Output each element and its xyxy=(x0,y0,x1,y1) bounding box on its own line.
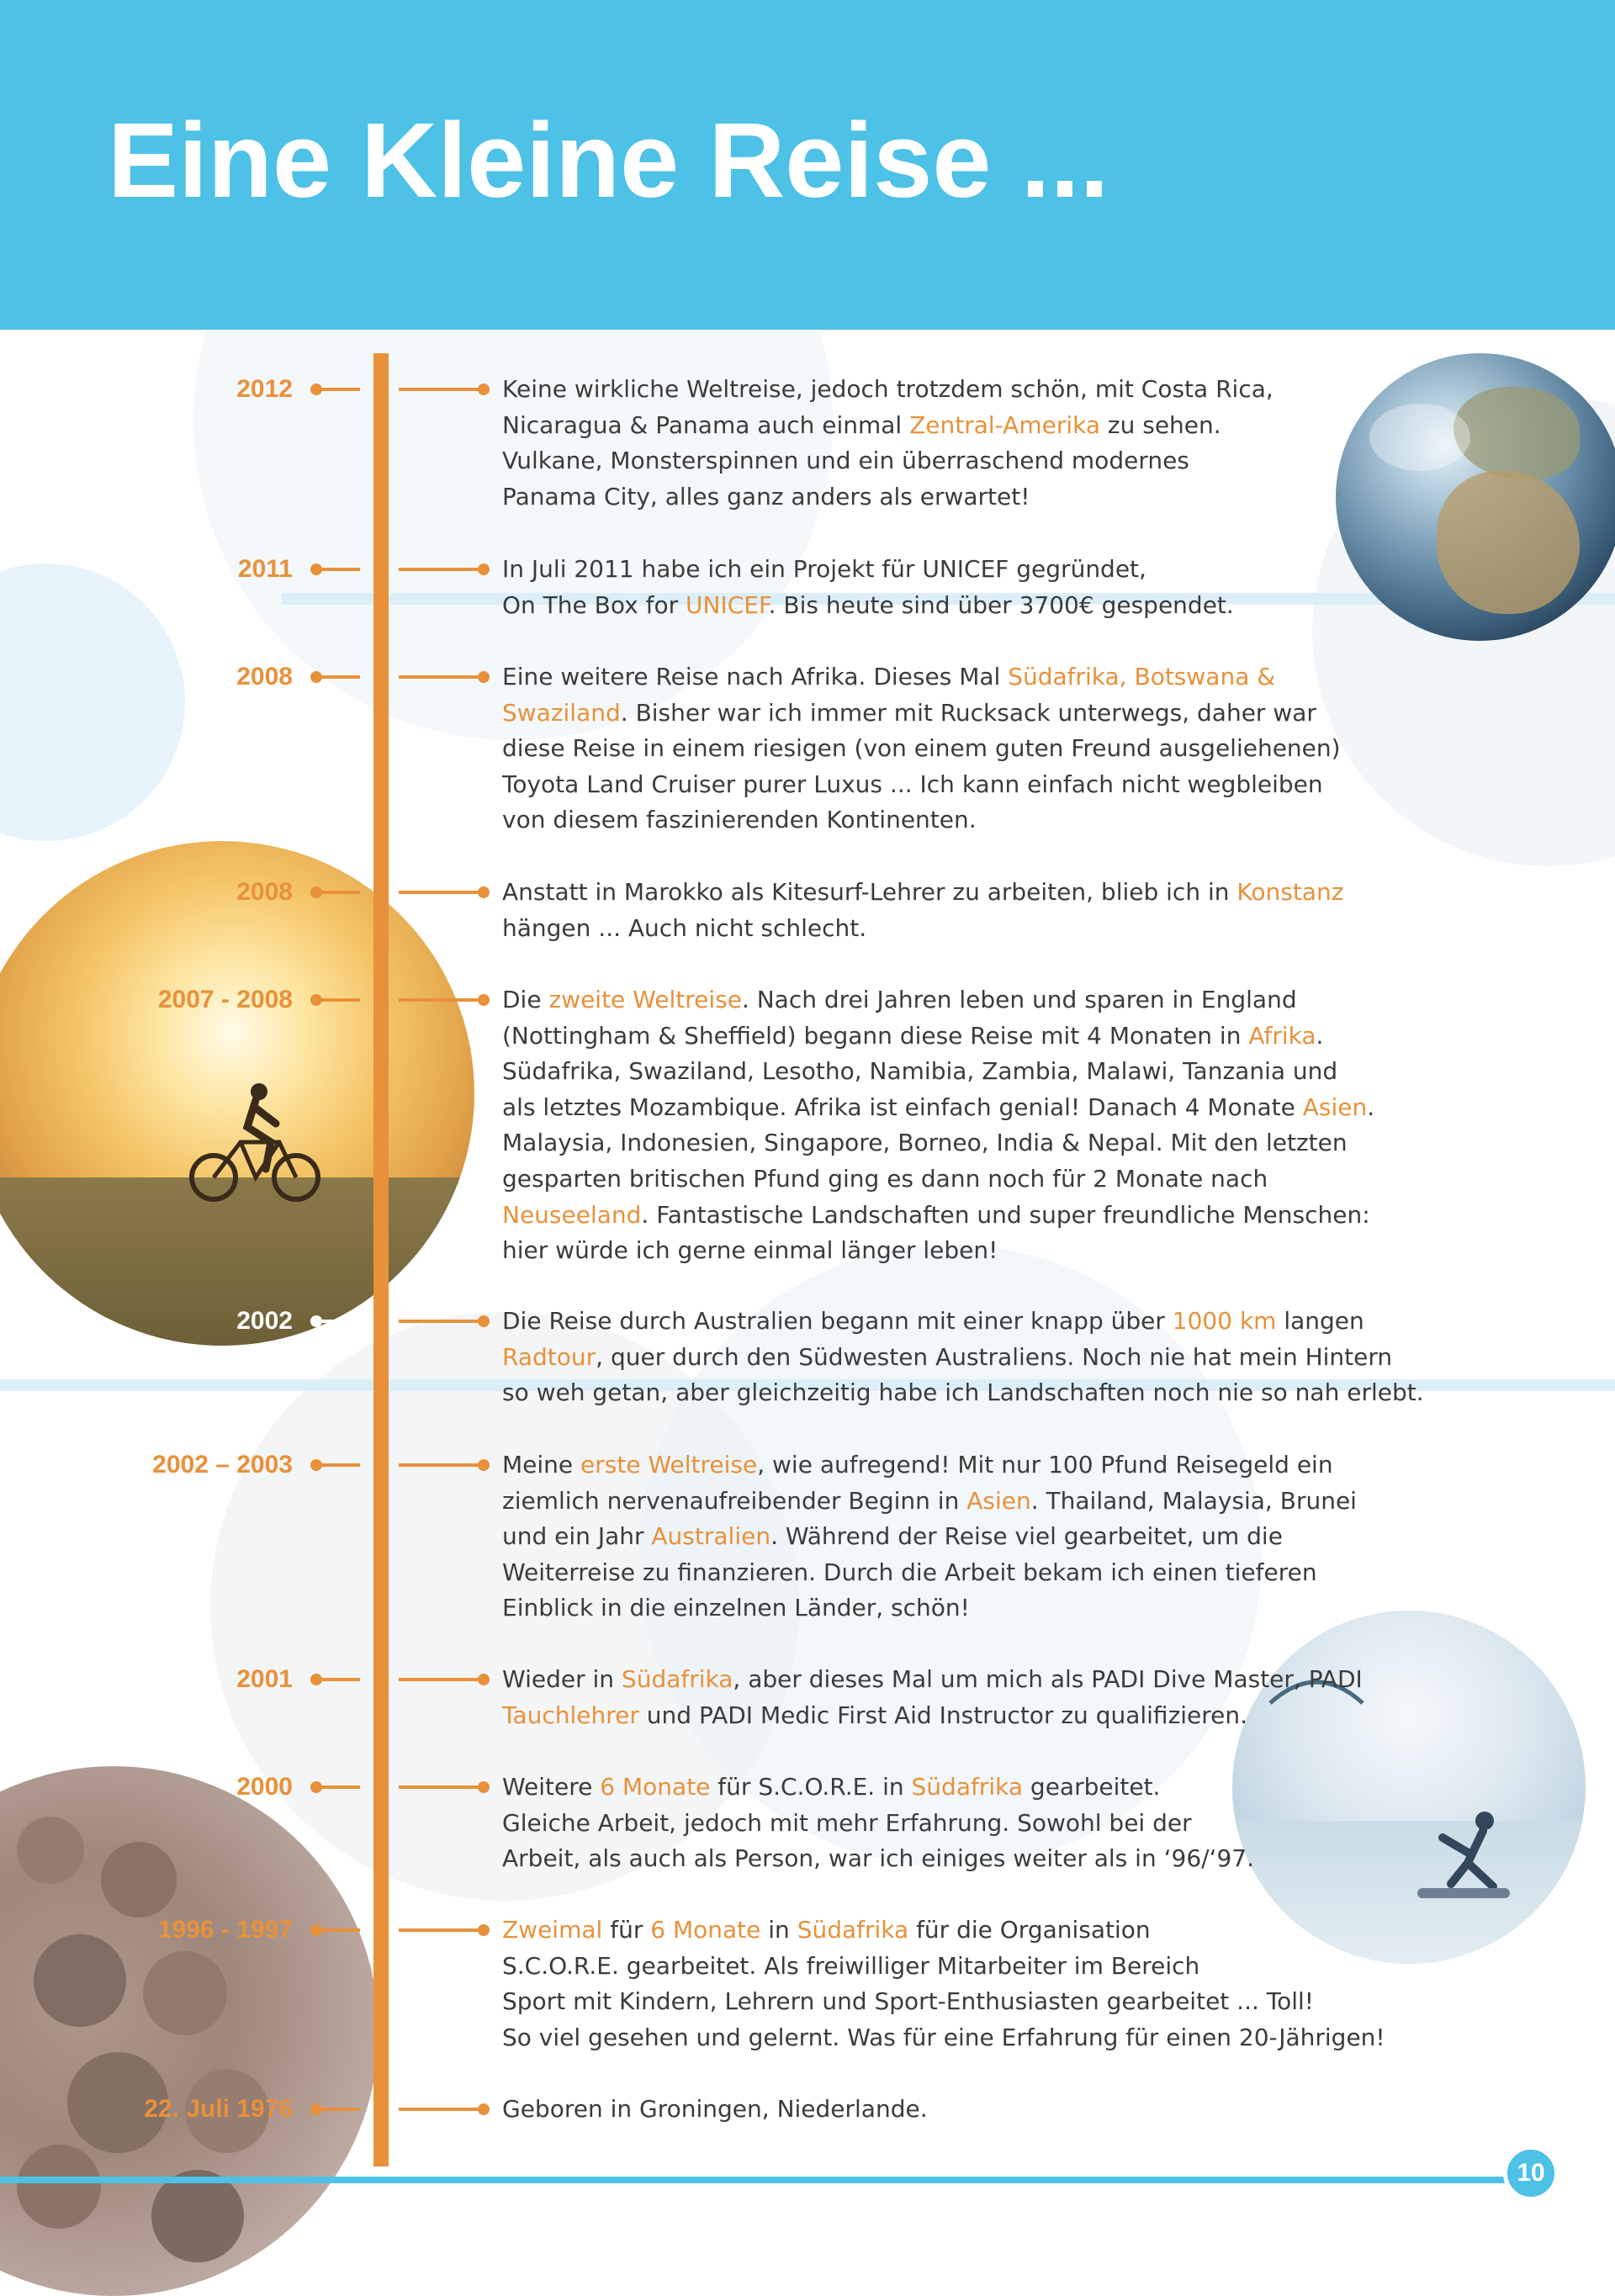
text-segment: On The Box for xyxy=(502,590,686,619)
connector-line xyxy=(399,675,486,679)
connector-dot xyxy=(478,994,490,1006)
highlighted-term: Afrika xyxy=(1248,1021,1316,1050)
text-segment: . xyxy=(1367,1092,1375,1121)
text-segment: , quer durch den Südwesten Australiens. Noch nie hat mein Hintern xyxy=(596,1342,1393,1371)
connector-dot xyxy=(478,671,490,683)
connector-line xyxy=(399,1678,486,1681)
text-segment: Vulkane, Monsterspinnen und ein überraschend modernes xyxy=(502,447,1189,475)
entry-text-line xyxy=(502,552,1453,588)
connector-line xyxy=(316,1320,360,1323)
entry-text-line xyxy=(502,1555,1453,1591)
entry-text-line xyxy=(502,1841,1453,1877)
entry-text xyxy=(502,1447,1453,1627)
entry-year: 2012 xyxy=(236,375,293,403)
entry-text-line xyxy=(502,1806,1453,1842)
entry-text-line xyxy=(502,1304,1453,1340)
entry-text-line xyxy=(502,1912,1453,1949)
text-segment: Eine weitere Reise nach Afrika. Dieses Mal xyxy=(502,663,1009,690)
entry-text-line xyxy=(502,1090,1453,1126)
highlighted-term: Asien xyxy=(966,1486,1031,1515)
connector-line xyxy=(316,675,360,679)
entry-text-line xyxy=(502,1770,1453,1806)
text-segment: hier würde ich gerne einmal länger leben! xyxy=(502,1236,998,1265)
connector-line xyxy=(399,891,486,894)
entry-text-line xyxy=(502,911,1453,947)
highlighted-term: zweite Weltreise xyxy=(548,986,742,1013)
text-segment: Wieder in xyxy=(502,1665,622,1693)
children-group-image xyxy=(0,1766,379,2296)
text-segment: von diesem faszinierenden Kontinenten. xyxy=(502,806,977,834)
entry-text xyxy=(502,372,1453,515)
connector-dot xyxy=(478,563,490,575)
entry-text xyxy=(502,659,1453,839)
text-segment: langen xyxy=(1276,1307,1364,1335)
entry-text-line xyxy=(502,2020,1453,2056)
text-segment: S.C.O.R.E. gearbeitet. Als freiwilliger Mitarbeiter im Bereich xyxy=(502,1951,1200,1980)
highlighted-term: Südafrika xyxy=(911,1773,1024,1801)
text-segment: gesparten britischen Pfund ging es dann noch für 2 Monate nach xyxy=(502,1164,1268,1193)
entry-year: 1996 - 1997 xyxy=(157,1916,293,1944)
text-segment: . Nach drei Jahren leben und sparen in England xyxy=(741,986,1297,1013)
text-segment: Malaysia, Indonesien, Singapore, Borneo, India & Nepal. Mit den letzten xyxy=(502,1129,1348,1157)
entry-text xyxy=(502,1662,1453,1733)
entry-text-line xyxy=(502,1375,1453,1411)
entry-text-line xyxy=(502,1018,1453,1055)
entry-text xyxy=(502,1304,1453,1411)
text-segment: Südafrika, Swaziland, Lesotho, Namibia, Zambia, Malawi, Tanzania und xyxy=(502,1057,1338,1086)
text-segment: für xyxy=(602,1916,651,1944)
cyclist-sunset-image xyxy=(0,841,474,1346)
highlighted-term: Australien xyxy=(651,1522,771,1551)
text-segment: für die Organisation xyxy=(908,1916,1151,1944)
entry-text-line xyxy=(502,1233,1453,1269)
highlighted-term: 6 Monate xyxy=(650,1916,761,1944)
entry-year: 2007 - 2008 xyxy=(157,986,293,1013)
text-segment: . xyxy=(1316,1021,1324,1050)
text-segment: In Juli 2011 habe ich ein Projekt für UNICEF gegründet, xyxy=(502,555,1146,583)
text-segment: in xyxy=(760,1916,797,1944)
text-segment: . Bisher war ich immer mit Rucksack unterwegs, daher war xyxy=(620,698,1316,727)
entry-year: 2000 xyxy=(236,1773,293,1801)
entry-text-line xyxy=(502,1125,1453,1161)
connector-line xyxy=(316,891,360,894)
connector-dot xyxy=(478,1315,490,1327)
text-segment: und PADI Medic First Aid Instructor zu qualifizieren. xyxy=(638,1701,1248,1729)
entry-text-line xyxy=(502,588,1453,624)
text-segment: gearbeitet. xyxy=(1023,1773,1161,1801)
entry-text-line xyxy=(502,1447,1453,1484)
highlighted-term: Südafrika xyxy=(621,1665,733,1693)
text-segment: . Fantastische Landschaften und super freundliche Menschen: xyxy=(641,1200,1370,1229)
entry-text-line xyxy=(502,1054,1453,1090)
entry-text-line xyxy=(502,1698,1453,1734)
text-segment: diese Reise in einem riesigen (von einem guten Freund ausgeliehenen) xyxy=(502,734,1341,763)
entry-text xyxy=(502,1912,1453,2055)
entry-text-line xyxy=(502,1161,1453,1198)
cyclist-silhouette-icon xyxy=(188,1077,323,1203)
text-segment: . Während der Reise viel gearbeitet, um die xyxy=(770,1522,1283,1551)
text-segment: ziemlich nervenaufreibender Beginn in xyxy=(502,1486,967,1515)
entry-text-line xyxy=(502,802,1453,839)
connector-line xyxy=(316,568,360,571)
entry-text xyxy=(502,2092,1453,2128)
text-segment: Gleiche Arbeit, jedoch mit mehr Erfahrung. Sowohl bei der xyxy=(502,1808,1192,1837)
timeline-spine xyxy=(373,353,389,2166)
connector-line xyxy=(316,1928,360,1932)
connector-line xyxy=(316,1785,360,1789)
highlighted-term: Südafrika xyxy=(797,1916,909,1944)
text-segment: . Thailand, Malaysia, Brunei xyxy=(1030,1486,1357,1515)
highlighted-term: Zweimal xyxy=(502,1916,603,1944)
highlighted-term: UNICEF xyxy=(686,590,769,619)
text-segment: als letztes Mozambique. Afrika ist einfach genial! Danach 4 Monate xyxy=(502,1092,1303,1121)
entry-text-line xyxy=(502,1949,1453,1985)
entry-year: 2001 xyxy=(236,1665,293,1693)
entry-text-line xyxy=(502,731,1453,767)
entry-year: 2002 – 2003 xyxy=(152,1451,293,1479)
highlighted-term: erste Weltreise xyxy=(580,1451,758,1479)
text-segment: Geboren in Groningen, Niederlande. xyxy=(502,2095,928,2123)
connector-line xyxy=(399,1463,486,1467)
text-segment: Arbeit, als auch als Person, war ich einiges weiter als in ‘96/‘97. xyxy=(502,1844,1254,1873)
highlighted-term: Zentral-Amerika xyxy=(909,410,1100,439)
entry-text-line xyxy=(502,479,1453,516)
footer-line xyxy=(0,2177,1514,2183)
entry-text-line xyxy=(502,659,1453,696)
highlighted-term: Konstanz xyxy=(1236,878,1344,906)
page-title: Eine Kleine Reise ... xyxy=(108,101,1109,220)
entry-text-line xyxy=(502,443,1453,479)
text-segment: Weiterreise zu finanzieren. Durch die Arbeit bekam ich einen tieferen xyxy=(502,1558,1317,1586)
entry-text-line xyxy=(502,875,1453,911)
text-segment: Sport mit Kindern, Lehrern und Sport-Enthusiasten gearbeitet ... Toll! xyxy=(502,1987,1315,2016)
entry-text xyxy=(502,875,1453,946)
text-segment: (Nottingham & Sheffield) begann diese Reise mit 4 Monaten in xyxy=(502,1021,1249,1050)
entry-text xyxy=(502,1770,1453,1877)
connector-line xyxy=(316,1463,360,1467)
entry-text-line xyxy=(502,1662,1453,1698)
entry-text-line xyxy=(502,372,1453,408)
text-segment: Meine xyxy=(502,1451,581,1479)
highlighted-term: Asien xyxy=(1302,1092,1368,1121)
text-segment: Nicaragua & Panama auch einmal xyxy=(502,410,910,439)
text-segment: zu sehen. xyxy=(1100,410,1221,439)
highlighted-term: Südafrika, Botswana & xyxy=(1008,663,1276,690)
connector-line xyxy=(399,1785,486,1789)
connector-line xyxy=(316,388,360,391)
text-segment: Die Reise durch Australien begann mit einer knapp über xyxy=(502,1307,1173,1335)
connector-dot xyxy=(478,1674,490,1685)
entry-year: 2008 xyxy=(236,663,293,690)
highlighted-term: Swaziland xyxy=(502,698,621,727)
entry-text xyxy=(502,982,1453,1269)
connector-dot xyxy=(478,1924,490,1936)
connector-dot xyxy=(478,384,490,395)
entry-year: 2008 xyxy=(236,878,293,906)
text-segment: , aber dieses Mal um mich als PADI Dive Master, PADI xyxy=(733,1665,1363,1693)
text-segment: Anstatt in Marokko als Kitesurf-Lehrer zu arbeiten, blieb ich in xyxy=(502,878,1237,906)
entry-text-line xyxy=(502,1198,1453,1234)
entry-text xyxy=(502,552,1453,623)
page-number-badge: 10 xyxy=(1503,2145,1559,2201)
highlighted-term: 6 Monate xyxy=(600,1773,711,1801)
text-segment: So viel gesehen und gelernt. Was für eine Erfahrung für einen 20-Jährigen! xyxy=(502,2023,1385,2051)
text-segment: Die xyxy=(502,986,549,1013)
connector-line xyxy=(399,2108,486,2111)
connector-line xyxy=(316,1678,360,1681)
entry-text-line xyxy=(502,982,1453,1018)
entry-text-line xyxy=(502,408,1453,444)
connector-line xyxy=(316,998,360,1002)
entry-year: 2002 xyxy=(236,1307,293,1335)
connector-line xyxy=(316,2108,360,2111)
entry-text-line xyxy=(502,767,1453,803)
connector-dot xyxy=(478,2103,490,2115)
highlighted-term: Neuseeland xyxy=(502,1200,642,1229)
connector-line xyxy=(399,1320,486,1323)
entry-text-line xyxy=(502,2092,1453,2128)
entry-year: 2011 xyxy=(237,555,293,583)
header-banner xyxy=(0,0,1615,330)
entry-year: 22. Juli 1976 xyxy=(144,2095,293,2123)
highlighted-term: Tauchlehrer xyxy=(502,1701,639,1729)
text-segment: Toyota Land Cruiser purer Luxus ... Ich kann einfach nicht wegbleiben xyxy=(502,770,1323,798)
connector-dot xyxy=(478,886,490,898)
background-circle xyxy=(0,563,185,841)
text-segment: , wie aufregend! Mit nur 100 Pfund Reisegeld ein xyxy=(757,1451,1333,1479)
entry-text-line xyxy=(502,1519,1453,1555)
connector-line xyxy=(399,1928,486,1932)
entry-text-line xyxy=(502,1340,1453,1376)
text-segment: Panama City, alles ganz anders als erwartet! xyxy=(502,482,1030,511)
entry-text-line xyxy=(502,1484,1453,1520)
text-segment: Keine wirkliche Weltreise, jedoch trotzdem schön, mit Costa Rica, xyxy=(502,375,1273,403)
text-segment: so weh getan, aber gleichzeitig habe ich Landschaften noch nie so nah erlebt. xyxy=(502,1378,1424,1407)
entry-text-line xyxy=(502,1984,1453,2020)
text-segment: . Bis heute sind über 3700€ gespendet. xyxy=(768,590,1234,619)
connector-dot xyxy=(478,1781,490,1793)
highlighted-term: 1000 km xyxy=(1172,1307,1277,1335)
text-segment: Weitere xyxy=(502,1773,601,1801)
highlighted-term: Radtour xyxy=(502,1342,596,1371)
text-segment: Einblick in die einzelnen Länder, schön! xyxy=(502,1594,970,1622)
connector-line xyxy=(399,388,486,391)
connector-line xyxy=(399,998,486,1002)
connector-dot xyxy=(478,1459,490,1471)
text-segment: und ein Jahr xyxy=(502,1522,652,1551)
text-segment: hängen ... Auch nicht schlecht. xyxy=(502,913,867,942)
connector-line xyxy=(399,568,486,571)
text-segment: für S.C.O.R.E. in xyxy=(710,1773,912,1801)
entry-text-line xyxy=(502,1590,1453,1627)
entry-text-line xyxy=(502,696,1453,732)
